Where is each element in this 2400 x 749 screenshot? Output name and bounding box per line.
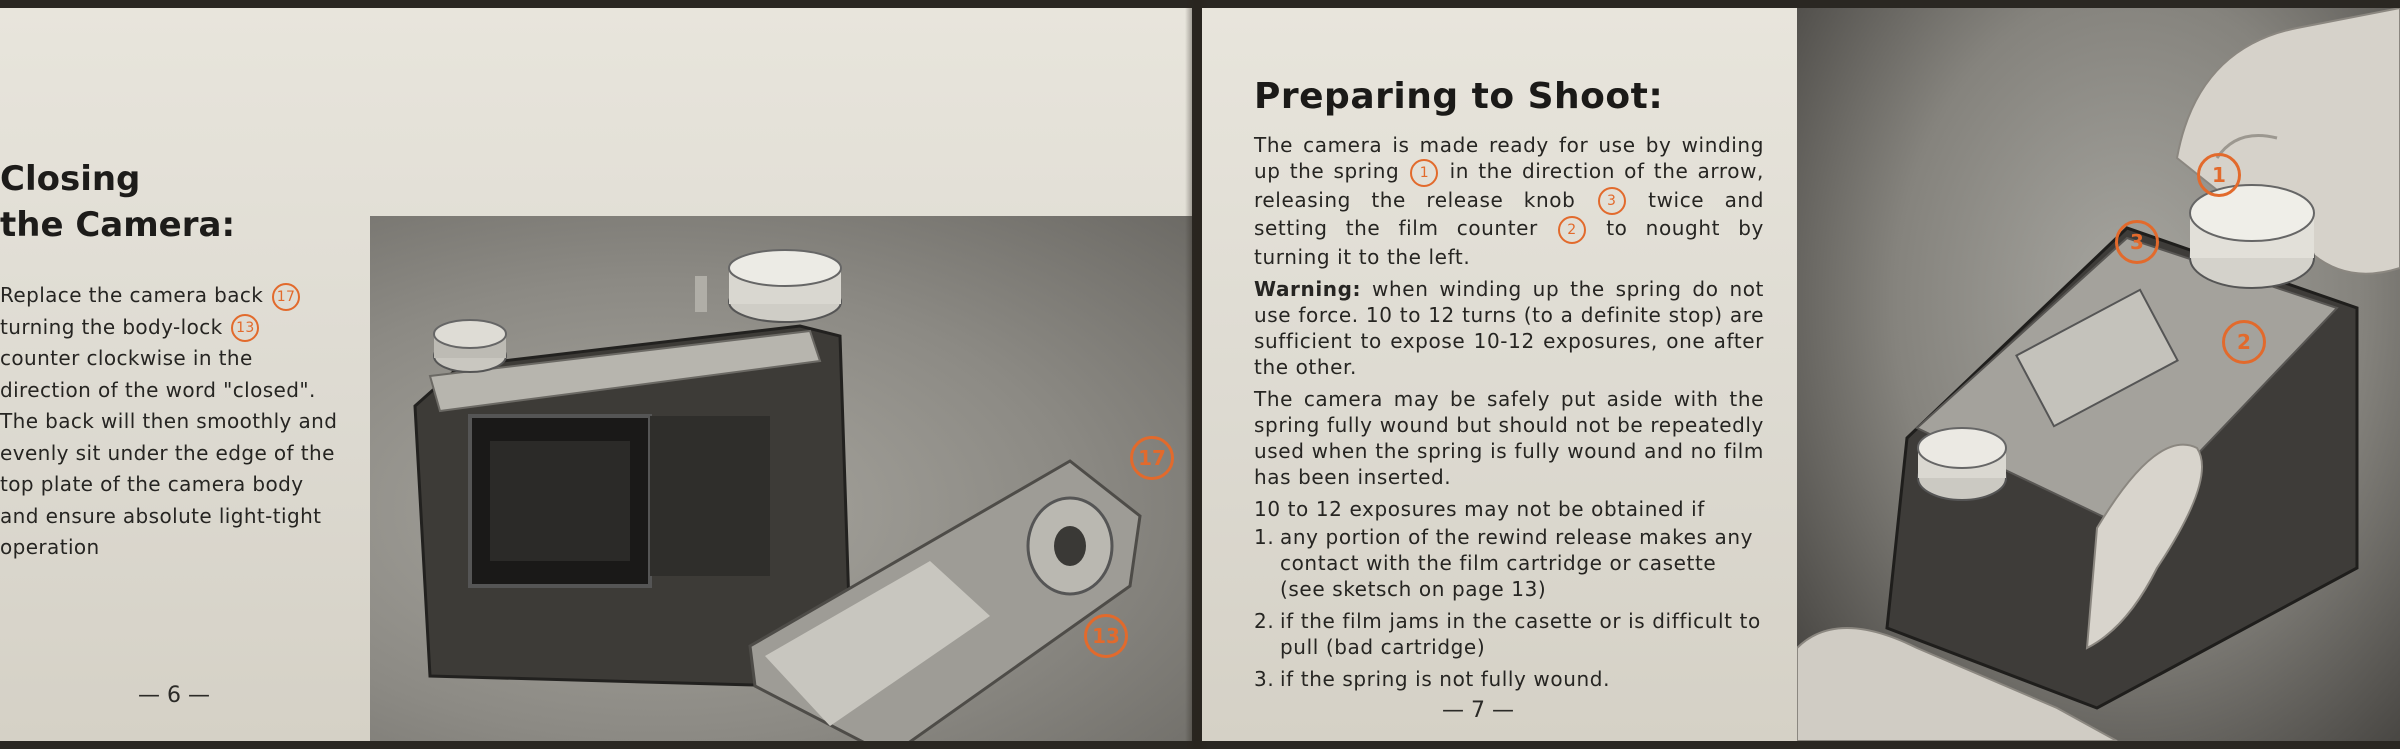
callout-13-inline: 13 [231,314,259,342]
left-heading-line-2: the Camera: [0,205,236,245]
right-page [1202,8,2400,741]
right-page-body [1254,132,1764,698]
list-item-number: 2. [1254,608,1275,633]
camera-back-illustration [370,216,1192,741]
winding-camera-photo [1797,8,2400,741]
warning-paragraph [1254,276,1764,380]
list-item [1254,666,1764,692]
para1-part-4: to nought by turning it to the left. [1254,216,1764,269]
page-number-left: — 6 — [138,683,210,708]
page-number-right: — 7 — [1442,698,1514,723]
para1-part-1: The camera is made ready for use by winding up the spring [1254,133,1764,183]
storage-paragraph: The camera may be safely put aside with the spring fully wound but should not be repeatedly used when the spring is fully wound and no film has been inserted. [1254,386,1764,489]
list-item-number: 3. [1254,666,1275,691]
right-page-heading: Preparing to Shoot: [1254,76,1664,117]
callout-1-inline: 1 [1410,159,1438,187]
left-page [0,8,1192,741]
camera-back-photo [370,216,1192,741]
callout-13: 13 [1084,614,1128,658]
list-item-text: any portion of the rewind release makes any contact with the film cartridge or casette (see sketsch on page 13) [1280,524,1754,601]
winding-camera-illustration [1797,8,2400,741]
preparing-paragraph [1254,132,1764,270]
callout-2-inline: 2 [1558,216,1586,244]
para1-part-2: in the direction of the arrow, releasing the release knob [1254,159,1764,212]
callout-1: 1 [2197,153,2241,197]
winding-knob [2190,185,2314,288]
callout-2: 2 [2222,320,2266,364]
list-item-number: 1. [1254,524,1275,549]
left-page-heading [0,156,235,248]
left-body-part-1: Replace the camera back [0,283,271,307]
left-heading-line-1: Closing [0,159,141,199]
list-item-text: if the film jams in the casette or is difficult to pull (bad cartridge) [1280,608,1761,659]
rewind-knob [1918,428,2006,500]
warning-text: when winding up the spring do not use force. 10 to 12 turns (to a definite stop) are sufficient to expose 10-12 exposures, one after the other. [1254,276,1764,379]
list-intro: 10 to 12 exposures may not be obtained if [1254,496,1705,521]
exposure-conditions-list [1254,524,1764,692]
warning-label: Warning: [1254,276,1362,301]
callout-17-inline: 17 [272,283,300,311]
left-body-part-3: counter clockwise in the direction of the word "closed". The back will then smoothly and evenly sit under the edge of the top plate of the camera body and ensure absolute light-tight operation [0,346,338,559]
callout-3: 3 [2115,220,2159,264]
para1-part-3: twice and setting the film counter [1254,187,1765,240]
list-item [1254,608,1764,660]
callout-3-inline: 3 [1598,187,1626,215]
list-item [1254,524,1764,602]
list-item-text: if the spring is not fully wound. [1280,666,1611,691]
left-body-part-2: turning the body-lock [0,314,230,339]
callout-17: 17 [1130,436,1174,480]
left-page-body [0,280,340,564]
